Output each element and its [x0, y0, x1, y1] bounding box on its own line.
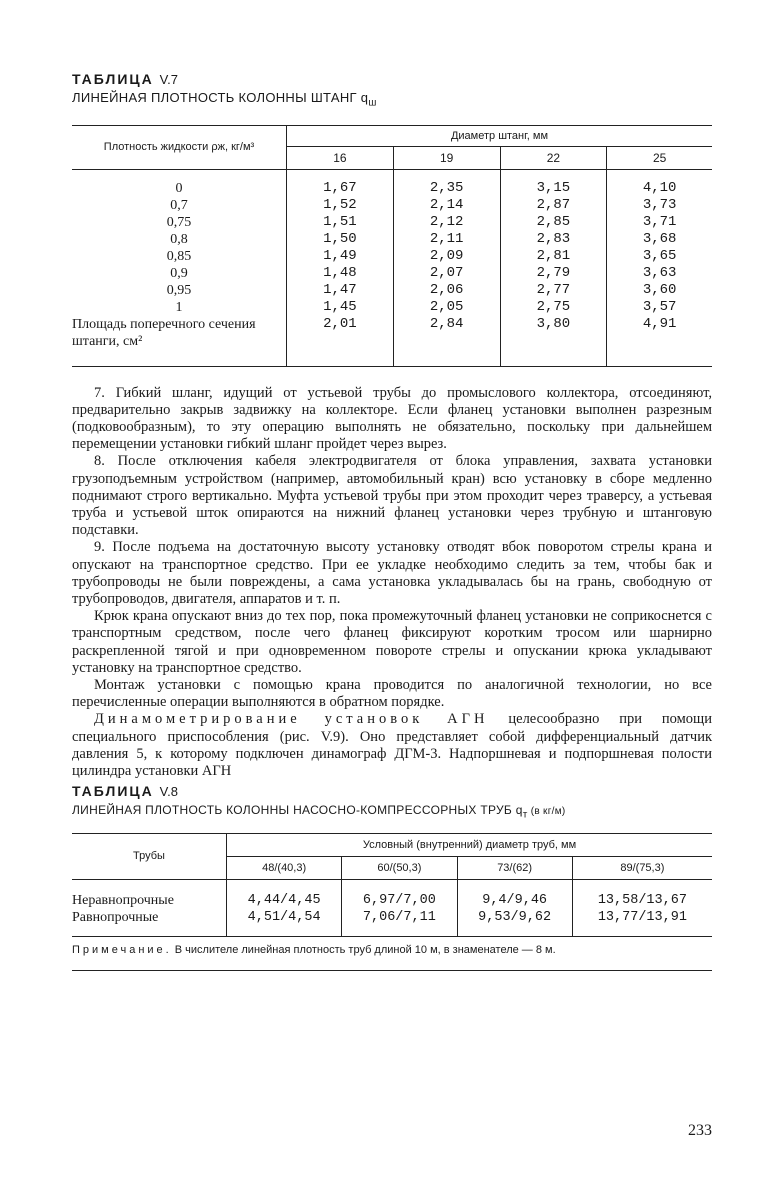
value-cell: 1,48	[323, 264, 357, 281]
table2-value-column	[457, 879, 572, 936]
table1-diameter-header: 25	[607, 146, 712, 169]
value-cell: 9,4/9,46	[482, 892, 548, 908]
table1-title	[72, 89, 712, 113]
paragraph-mounting: Монтаж установки с помощью крана проводится по аналогичной технологии, но все перечисленные операции выполняются в обратном порядке.	[72, 677, 712, 711]
table1-number: V.7	[159, 72, 178, 87]
value-cell: 2,06	[429, 281, 464, 298]
paragraph-dynamometry	[72, 711, 712, 780]
density-cell: 0,8	[170, 231, 188, 247]
value-cell: 1,50	[323, 230, 357, 247]
table1-title-text: ЛИНЕЙНАЯ ПЛОТНОСТЬ КОЛОННЫ ШТАНГ q	[72, 90, 369, 105]
table1-density-column	[72, 169, 287, 366]
pipe-type-cell: Неравнопрочные	[72, 892, 174, 908]
density-cell: 0,7	[170, 197, 188, 213]
value-cell: 2,81	[536, 247, 571, 264]
page-content	[72, 70, 712, 971]
table1-value-column-16	[287, 169, 394, 366]
density-cell: 0,95	[166, 282, 192, 298]
value-cell: 13,77/13,91	[597, 909, 687, 925]
paragraph-7: 7. Гибкий шланг, идущий от устьевой трубы до промыслового коллектора, отсоединяют, предварительно закрыв задвижку на коллекторе. Если фланец установки выполнен разрезным (подковообразным), то эту операцию выполнять не обязательно, поскольку при дальнейшем перемещении установки гибкий шланг пройдет через вырез.	[72, 384, 712, 453]
area-value-cell: 2,84	[429, 315, 464, 332]
area-value-cell: 3,80	[536, 315, 571, 332]
paragraph-hook: Крюк крана опускают вниз до тех пор, пока промежуточный фланец установки не соприкоснется с транспортным средством, после чего фланец фиксируют коротким тросом или шарнирно раскрепленной тягой и при одновременном повороте стрелы и опускании крюка укладывают установку на транспортное средство.	[72, 608, 712, 676]
value-cell: 3,63	[642, 264, 677, 281]
value-cell: 13,58/13,67	[597, 892, 687, 908]
value-cell: 4,44/4,45	[247, 892, 321, 908]
value-cell: 3,68	[642, 230, 677, 247]
table2-diameter-header: 89/(75,3)	[572, 856, 712, 879]
table1-diameter-header: 16	[287, 146, 394, 169]
value-cell: 1,49	[323, 247, 357, 264]
table1-caption-word: ТАБЛИЦА	[72, 71, 154, 87]
page-number: 233	[688, 1122, 712, 1139]
table2-title-units: (в кг/м)	[527, 806, 566, 818]
value-cell: 2,14	[429, 196, 464, 213]
table2-caption	[72, 782, 712, 801]
value-cell: 9,53/9,62	[478, 909, 552, 925]
table2-col0-header: Трубы	[72, 833, 227, 879]
value-cell: 2,11	[429, 230, 464, 247]
table2-label-column	[72, 879, 227, 936]
value-cell: 3,57	[642, 298, 677, 315]
value-cell: 2,35	[429, 179, 464, 196]
table2-value-column	[227, 879, 342, 936]
value-cell: 2,83	[536, 230, 571, 247]
table1	[72, 125, 712, 367]
note-text: В числителе линейная плотность труб длиной 10 м, в знаменателе — 8 м.	[171, 943, 556, 956]
value-cell: 1,47	[323, 281, 357, 298]
value-cell: 3,60	[642, 281, 677, 298]
area-value-cell: 2,01	[323, 315, 357, 332]
value-cell: 2,79	[536, 264, 571, 281]
table1-diameter-header: 22	[500, 146, 607, 169]
value-cell: 1,51	[323, 213, 357, 230]
table2	[72, 833, 712, 937]
value-cell: 2,75	[536, 298, 571, 315]
body-text	[72, 385, 712, 781]
table1-caption	[72, 70, 712, 89]
value-cell: 2,77	[536, 281, 571, 298]
density-cell: 0,75	[166, 214, 192, 230]
table2-number: V.8	[159, 784, 178, 800]
value-cell: 4,10	[642, 179, 677, 196]
table1-value-column-19	[393, 169, 500, 366]
table2-diameter-header: 60/(50,3)	[342, 856, 457, 879]
density-cell: 0	[175, 180, 183, 196]
table2-value-column	[572, 879, 712, 936]
table2-title-sub: т	[522, 809, 528, 821]
value-cell: 4,51/4,54	[247, 909, 321, 925]
spaced-term: Динамометрирование установок АГН	[94, 711, 489, 728]
value-cell: 6,97/7,00	[362, 892, 436, 908]
paragraph-8: 8. После отключения кабеля электродвигателя от блока управления, захвата установки грузоподъемным устройством (например, автомобильный кран) всю установку в сборе медленно поднимают строго вертикально. Муфта устьевой трубы при этом проходит через траверсу, а устьевая труба и устьевой шток опираются на нижний фланец установки через трубную и штанговую подставки.	[72, 453, 712, 539]
value-cell: 1,67	[323, 179, 357, 196]
value-cell: 2,87	[536, 196, 571, 213]
table1-title-sub: ш	[368, 97, 377, 109]
table1-group-header: Диаметр штанг, мм	[287, 125, 713, 146]
value-cell: 1,45	[323, 298, 357, 315]
value-cell: 2,05	[429, 298, 464, 315]
table1-value-column-25	[607, 169, 712, 366]
table1-diameter-header: 19	[393, 146, 500, 169]
table2-value-column	[342, 879, 457, 936]
table2-title-text: ЛИНЕЙНАЯ ПЛОТНОСТЬ КОЛОННЫ НАСОСНО-КОМПРЕССОРНЫХ ТРУБ q	[72, 803, 523, 818]
table2-group-header: Условный (внутренний) диаметр труб, мм	[227, 833, 713, 856]
table2-note	[72, 943, 712, 958]
value-cell: 2,07	[429, 264, 464, 281]
table2-diameter-header: 48/(40,3)	[227, 856, 342, 879]
paragraph-9: 9. После подъема на достаточную высоту установку отводят вбок поворотом стрелы крана и опускают на транспортное средство. При ее укладке необходимо следить за тем, чтобы бак и трубопроводы не были повреждены, а сама установка укладывалась бы на грань, свободную от трубопроводов, двигателя, аппаратов и т. п.	[72, 539, 712, 608]
bottom-rule	[72, 970, 712, 971]
paragraph-dynamometry-rest: целесообразно при помощи специального приспособления (рис. V.9). Оно представляет собой дифференциальный датчик давления 5, к которому подключен динамограф ДГМ-3. Надпоршневая и подпоршневая полости цилиндра установки АГН	[72, 711, 712, 780]
table2-title	[72, 801, 712, 824]
value-cell: 3,73	[642, 196, 677, 213]
area-label: Площадь поперечного сечения штанги, см²	[72, 316, 256, 349]
density-cell: 0,9	[170, 265, 188, 281]
value-cell: 3,71	[642, 213, 677, 230]
note-label: Примечание.	[72, 943, 172, 956]
table1-col0-header: Плотность жидкости ρж, кг/м³	[72, 125, 287, 169]
area-value-cell: 4,91	[642, 315, 677, 332]
table2-caption-word: ТАБЛИЦА	[72, 783, 154, 800]
value-cell: 3,65	[642, 247, 677, 264]
density-cell: 0,85	[166, 248, 192, 264]
value-cell: 7,06/7,11	[362, 909, 436, 925]
value-cell: 3,15	[536, 179, 571, 196]
value-cell: 2,85	[536, 213, 571, 230]
table2-diameter-header: 73/(62)	[457, 856, 572, 879]
density-cell: 1	[175, 299, 183, 315]
value-cell: 1,52	[323, 196, 357, 213]
value-cell: 2,12	[429, 213, 464, 230]
table1-value-column-22	[500, 169, 607, 366]
pipe-type-cell: Равнопрочные	[72, 909, 159, 925]
value-cell: 2,09	[429, 247, 464, 264]
